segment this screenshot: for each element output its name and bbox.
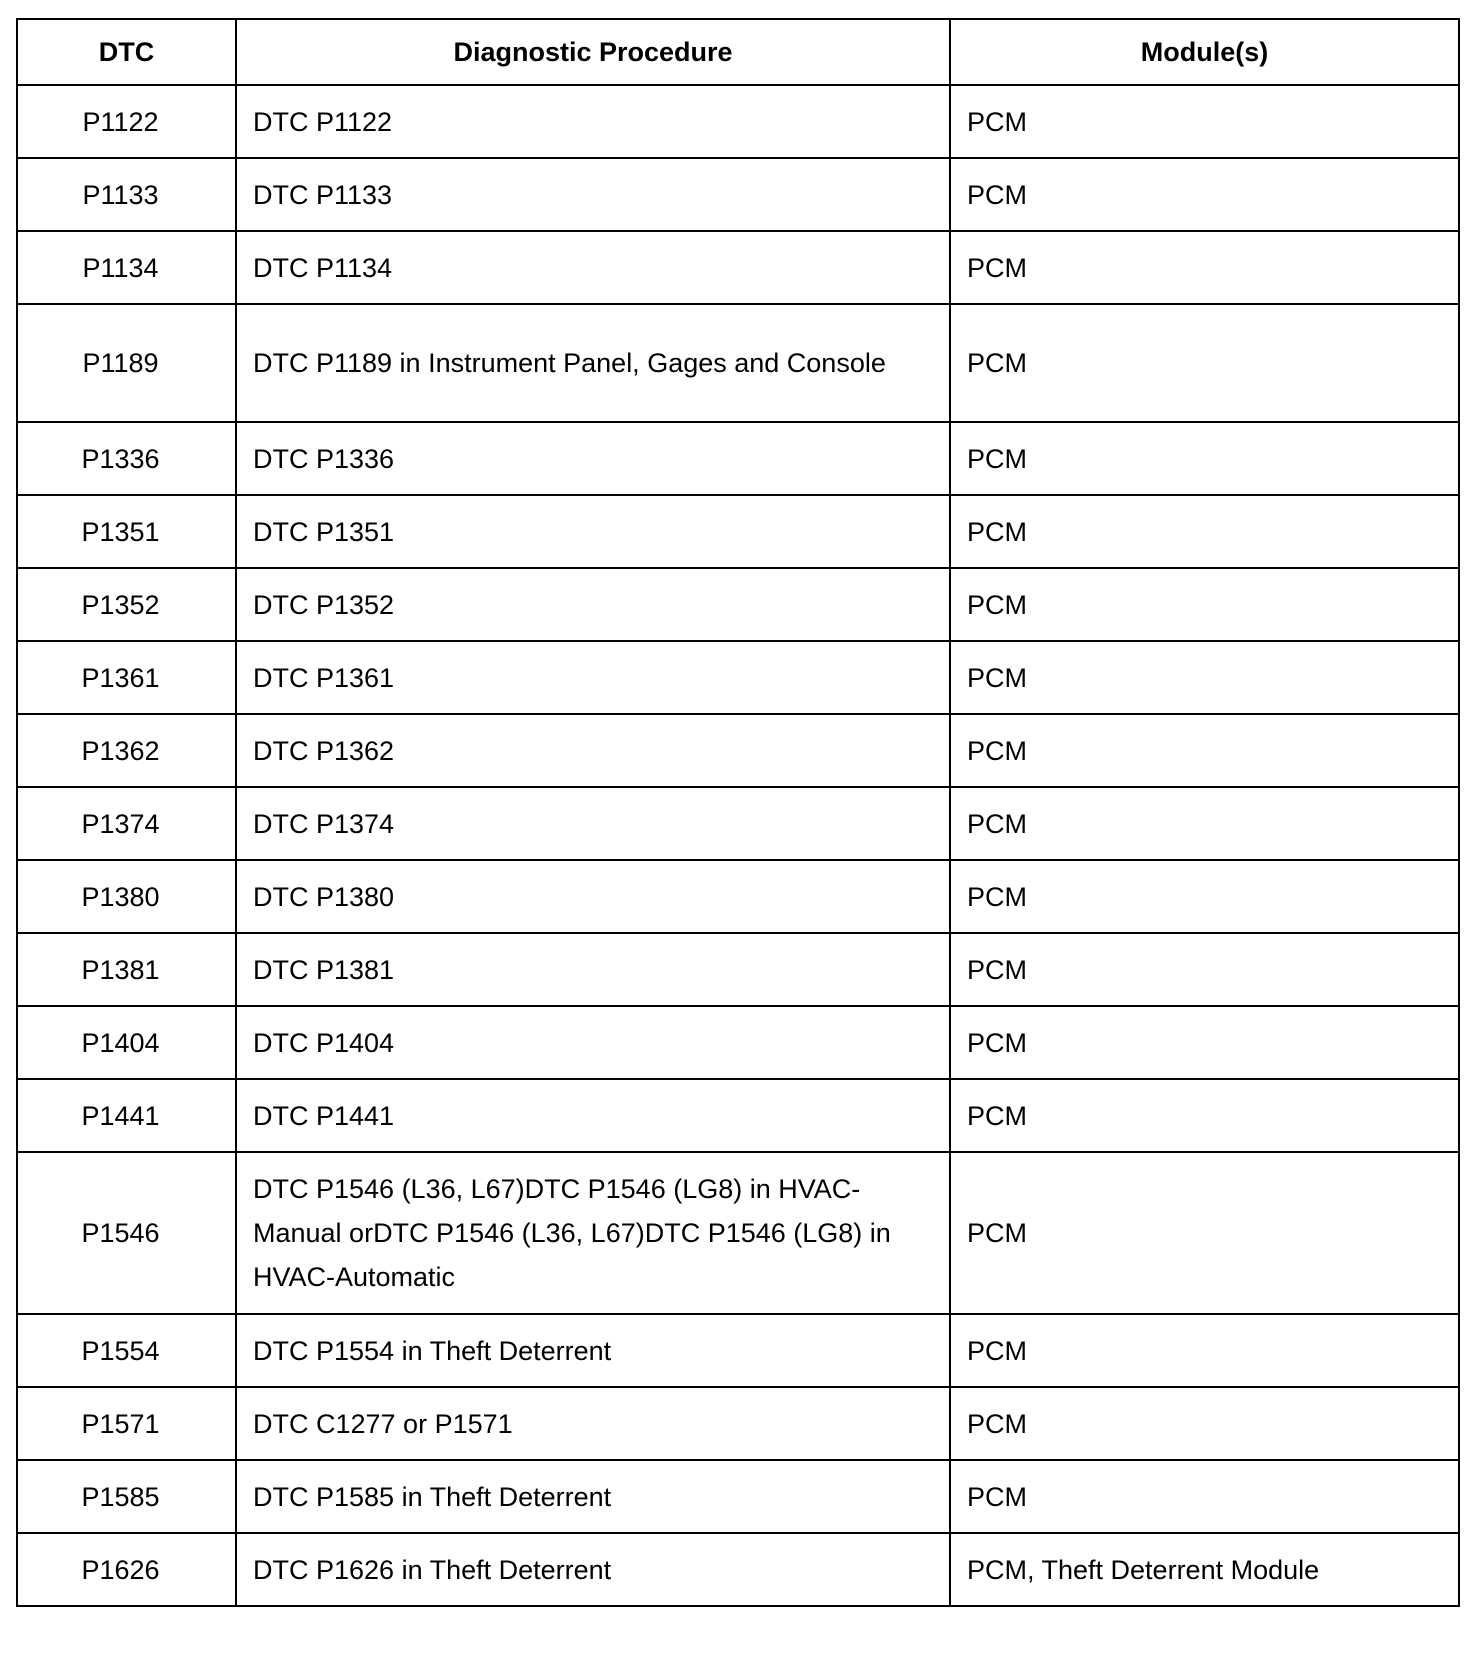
cell-dtc	[17, 422, 236, 495]
cell-procedure: DTC P1546 (L36, L67)DTC P1546 (LG8) in HVAC-Manual orDTC P1546 (L36, L67)DTC P1546 (LG8) in HVAC-Automatic	[236, 1152, 950, 1314]
cell-modules: PCM	[950, 568, 1459, 641]
table-row	[17, 1079, 1459, 1152]
cell-procedure: DTC P1351	[236, 495, 950, 568]
table-row	[17, 1006, 1459, 1079]
cell-modules: PCM	[950, 1387, 1459, 1460]
cell-modules: PCM	[950, 495, 1459, 568]
cell-modules: PCM	[950, 1079, 1459, 1152]
cell-procedure: DTC P1626 in Theft Deterrent	[236, 1533, 950, 1606]
cell-modules: PCM	[950, 158, 1459, 231]
dtc-code: P1441	[81, 1100, 160, 1131]
dtc-code: P1122	[82, 106, 159, 137]
cell-modules: PCM	[950, 1152, 1459, 1314]
dtc-code: P1374	[81, 808, 160, 839]
dtc-code: P1352	[81, 589, 160, 620]
cell-modules: PCM	[950, 1314, 1459, 1387]
dtc-code: P1381	[81, 954, 160, 985]
table-row	[17, 85, 1459, 158]
cell-procedure: DTC P1133	[236, 158, 950, 231]
cell-modules: PCM	[950, 231, 1459, 304]
table-row	[17, 860, 1459, 933]
cell-dtc	[17, 933, 236, 1006]
cell-dtc	[17, 158, 236, 231]
cell-modules: PCM	[950, 1006, 1459, 1079]
cell-procedure: DTC P1134	[236, 231, 950, 304]
cell-procedure: DTC P1554 in Theft Deterrent	[236, 1314, 950, 1387]
dtc-code: P1361	[81, 662, 160, 693]
cell-dtc	[17, 85, 236, 158]
dtc-code: P1546	[81, 1218, 160, 1248]
cell-dtc	[17, 495, 236, 568]
table-row	[17, 787, 1459, 860]
cell-modules: PCM	[950, 85, 1459, 158]
dtc-code: P1380	[81, 881, 160, 912]
cell-dtc	[17, 1314, 236, 1387]
dtc-code: P1336	[81, 443, 160, 474]
table-row	[17, 1387, 1459, 1460]
cell-dtc	[17, 787, 236, 860]
cell-dtc	[17, 641, 236, 714]
cell-modules: PCM	[950, 860, 1459, 933]
dtc-code: P1554	[81, 1335, 160, 1366]
cell-procedure: DTC P1362	[236, 714, 950, 787]
table-row	[17, 714, 1459, 787]
header-procedure: Diagnostic Procedure	[236, 19, 950, 85]
cell-modules: PCM	[950, 304, 1459, 422]
cell-dtc	[17, 568, 236, 641]
dtc-code: P1404	[81, 1027, 160, 1058]
cell-procedure: DTC P1189 in Instrument Panel, Gages and Console	[236, 304, 950, 422]
table-row	[17, 933, 1459, 1006]
cell-modules: PCM	[950, 714, 1459, 787]
table-row	[17, 641, 1459, 714]
cell-procedure: DTC P1352	[236, 568, 950, 641]
cell-procedure: DTC P1381	[236, 933, 950, 1006]
cell-dtc	[17, 1387, 236, 1460]
header-dtc: DTC	[17, 19, 236, 85]
table-row	[17, 158, 1459, 231]
cell-dtc	[17, 1533, 236, 1606]
cell-procedure: DTC C1277 or P1571	[236, 1387, 950, 1460]
cell-procedure: DTC P1361	[236, 641, 950, 714]
header-row	[17, 19, 1459, 85]
cell-procedure: DTC P1441	[236, 1079, 950, 1152]
cell-modules: PCM	[950, 787, 1459, 860]
table-row	[17, 495, 1459, 568]
cell-dtc	[17, 1460, 236, 1533]
cell-dtc	[17, 1079, 236, 1152]
header-modules: Module(s)	[950, 19, 1459, 85]
dtc-code: P1351	[81, 516, 160, 547]
table-row	[17, 1460, 1459, 1533]
dtc-code: P1134	[82, 252, 159, 283]
dtc-code: P1189	[82, 348, 159, 378]
cell-dtc	[17, 1152, 236, 1314]
cell-dtc	[17, 1006, 236, 1079]
table-body	[17, 85, 1459, 1606]
cell-procedure: DTC P1122	[236, 85, 950, 158]
cell-dtc	[17, 714, 236, 787]
cell-modules: PCM	[950, 641, 1459, 714]
table-row	[17, 568, 1459, 641]
cell-procedure: DTC P1374	[236, 787, 950, 860]
table-row	[17, 304, 1459, 422]
table-row	[17, 231, 1459, 304]
dtc-code: P1585	[81, 1481, 160, 1512]
cell-procedure: DTC P1336	[236, 422, 950, 495]
cell-modules: PCM	[950, 422, 1459, 495]
table-row	[17, 1314, 1459, 1387]
table-row	[17, 422, 1459, 495]
cell-modules: PCM	[950, 1460, 1459, 1533]
cell-procedure: DTC P1585 in Theft Deterrent	[236, 1460, 950, 1533]
dtc-code: P1362	[81, 735, 160, 766]
table-row	[17, 1152, 1459, 1314]
dtc-code: P1133	[82, 179, 159, 210]
cell-dtc	[17, 231, 236, 304]
cell-dtc	[17, 304, 236, 422]
table-header	[17, 19, 1459, 85]
dtc-code: P1626	[81, 1554, 160, 1585]
dtc-code: P1571	[81, 1408, 160, 1439]
cell-procedure: DTC P1380	[236, 860, 950, 933]
table-row	[17, 1533, 1459, 1606]
cell-modules: PCM, Theft Deterrent Module	[950, 1533, 1459, 1606]
cell-dtc	[17, 860, 236, 933]
cell-modules: PCM	[950, 933, 1459, 1006]
dtc-table	[16, 18, 1460, 1607]
cell-procedure: DTC P1404	[236, 1006, 950, 1079]
